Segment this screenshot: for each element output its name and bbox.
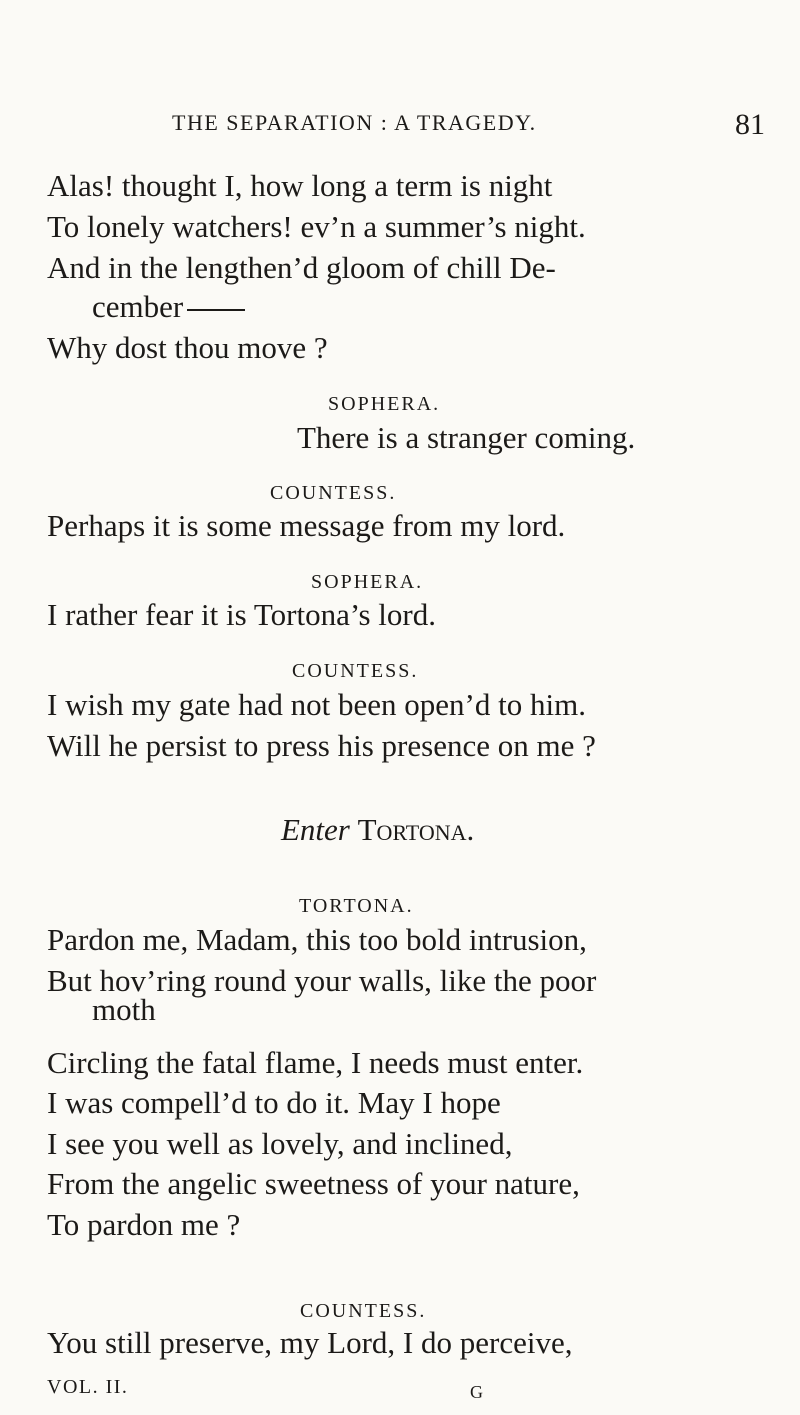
verse-line-continuation (92, 289, 245, 325)
verse-line: But hov’ring round your walls, like the poor (47, 963, 597, 998)
verse-line: There is a stranger coming. (297, 420, 636, 455)
verse-line: Alas! thought I, how long a term is night (47, 168, 553, 203)
verse-line-continuation: moth (92, 992, 156, 1027)
verse-line: Why dost thou move ? (47, 330, 328, 365)
speaker-name: SOPHERA. (311, 571, 424, 593)
verse-line: To lonely watchers! ev’n a summer’s night. (47, 209, 586, 244)
dash-rule (187, 309, 245, 311)
speaker-name: TORTONA. (299, 895, 414, 917)
verse-line: Will he persist to press his presence on me ? (47, 728, 596, 763)
verse-line: I wish my gate had not been open’d to him. (47, 687, 586, 722)
verse-line: Pardon me, Madam, this too bold intrusion, (47, 922, 587, 957)
speaker-name: COUNTESS. (300, 1300, 427, 1322)
speaker-name: COUNTESS. (270, 482, 397, 504)
stage-direction-name: Tortona. (357, 812, 475, 847)
volume-signature: VOL. II. (47, 1376, 129, 1398)
stage-direction (281, 812, 474, 848)
speaker-name: SOPHERA. (328, 393, 441, 415)
page-number: 81 (735, 108, 765, 141)
verse-line: I see you well as lovely, and inclined, (47, 1126, 513, 1161)
verse-line: To pardon me ? (47, 1207, 241, 1242)
running-head: THE SEPARATION : A TRAGEDY. (172, 110, 537, 135)
speaker-name: COUNTESS. (292, 660, 419, 682)
verse-line: Circling the fatal flame, I needs must enter. (47, 1045, 584, 1080)
stage-direction-word: Enter (281, 812, 350, 847)
verse-line-text: cember (92, 289, 184, 324)
verse-line: From the angelic sweetness of your nature, (47, 1166, 580, 1201)
verse-line: I was compell’d to do it. May I hope (47, 1085, 501, 1120)
verse-line: You still preserve, my Lord, I do perceive, (47, 1325, 573, 1360)
signature-mark: G (470, 1382, 483, 1402)
verse-line: Perhaps it is some message from my lord. (47, 508, 566, 543)
verse-line: I rather fear it is Tortona’s lord. (47, 597, 436, 632)
verse-line: And in the lengthen’d gloom of chill De- (47, 250, 556, 285)
